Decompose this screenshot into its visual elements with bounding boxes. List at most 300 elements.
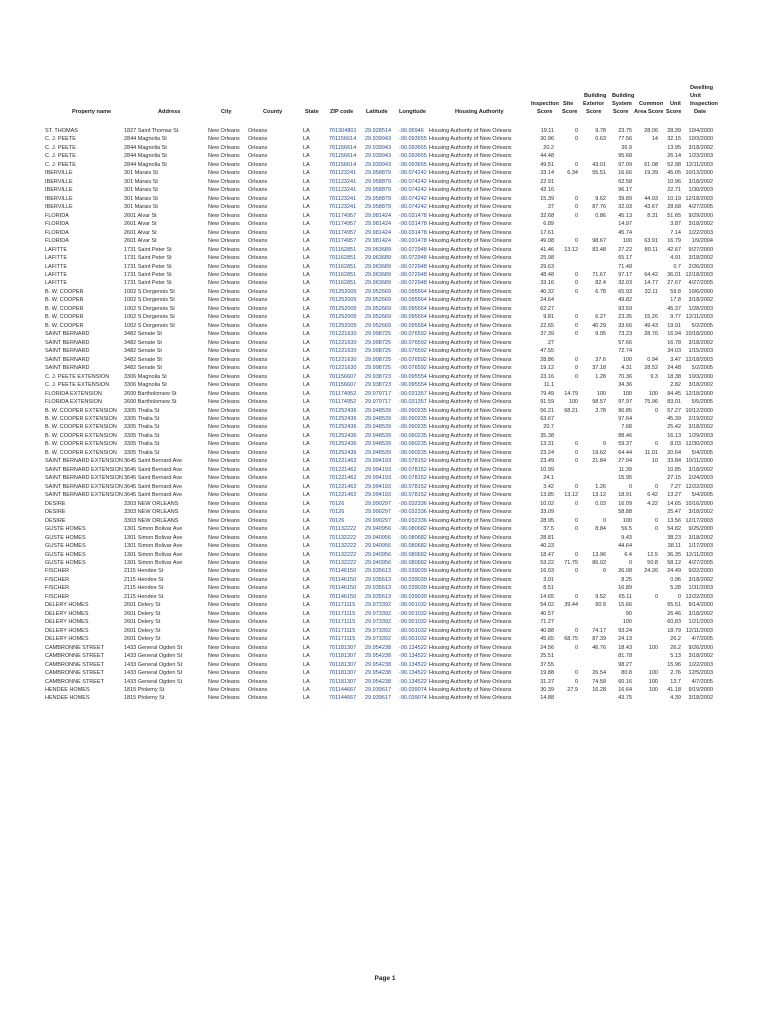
cell-property-name: SAINT BERNARD EXTENSION xyxy=(45,458,123,465)
cell-inspection-date: 10/3/2000 xyxy=(688,373,713,380)
cell-city: New Orleans xyxy=(208,475,240,482)
cell-county: Orleans xyxy=(248,212,268,219)
cell-inspection-score: 10.02 xyxy=(540,500,554,507)
cell-longitude: -90.080682 xyxy=(399,559,427,566)
cell-county: Orleans xyxy=(248,271,268,278)
table-row xyxy=(0,534,770,542)
cell-state: LA xyxy=(303,687,310,694)
cell-property-name: FLORIDA xyxy=(45,212,69,219)
cell-site-score: 0 xyxy=(574,322,578,329)
cell-unit-score: 16.78 xyxy=(667,339,681,346)
cell-system-score: 80.8 xyxy=(621,670,632,677)
cell-address: 2844 Magnolia St xyxy=(124,144,167,151)
cell-county: Orleans xyxy=(248,619,268,626)
cell-zip-code: 701221630 xyxy=(329,365,357,372)
cell-inspection-score: 8.51 xyxy=(543,585,554,592)
cell-site-score: 0 xyxy=(574,526,578,533)
cell-zip-code: 701156614 xyxy=(329,153,357,160)
cell-latitude: 29.963689 xyxy=(365,271,391,278)
cell-housing-authority: Housing Authority of New Orleans xyxy=(429,483,512,490)
cell-longitude: -90.090235 xyxy=(399,441,427,448)
cell-zip-code: 701123241 xyxy=(329,195,357,202)
cell-system-score: 27.22 xyxy=(618,246,632,253)
cell-latitude: 29.990297 xyxy=(365,517,391,524)
cell-common-area-score: 32.11 xyxy=(644,288,658,295)
cell-longitude: -90.032336 xyxy=(399,500,427,507)
cell-longitude: -90.072948 xyxy=(399,246,427,253)
cell-county: Orleans xyxy=(248,373,268,380)
cell-county: Orleans xyxy=(248,331,268,338)
cell-unit-score: 26.2 xyxy=(670,636,681,643)
cell-zip-code: 701162851 xyxy=(329,280,357,287)
cell-state: LA xyxy=(303,441,310,448)
table-row xyxy=(0,584,770,592)
cell-address: 3482 Senate St xyxy=(124,356,162,363)
cell-inspection-date: 1/29/2003 xyxy=(688,432,713,439)
cell-unit-score: 59.8 xyxy=(670,288,681,295)
cell-address: 2600 Bartholomew St xyxy=(124,390,177,397)
cell-longitude: -90.078152 xyxy=(399,492,427,499)
cell-address: 3306 Magnolia St xyxy=(124,373,167,380)
cell-property-name: C. J. PEETE xyxy=(45,153,76,160)
cell-address: 3303 NEW ORLEANS xyxy=(124,509,179,516)
cell-inspection-score: 47.55 xyxy=(540,348,554,355)
cell-system-score: 81.78 xyxy=(618,653,632,660)
cell-longitude: -90.072948 xyxy=(399,255,427,262)
cell-latitude: 29.948539 xyxy=(365,432,391,439)
cell-latitude: 29.952669 xyxy=(365,297,391,304)
cell-zip-code: 701123241 xyxy=(329,204,357,211)
cell-property-name: IBERVILLE xyxy=(45,178,73,185)
cell-city: New Orleans xyxy=(208,187,240,194)
cell-county: Orleans xyxy=(248,627,268,634)
cell-longitude: -90.076592 xyxy=(399,331,427,338)
cell-zip-code: 701252005 xyxy=(329,288,357,295)
cell-exterior-score: 3.78 xyxy=(595,407,606,414)
cell-address: 3482 Senate St xyxy=(124,331,162,338)
cell-zip-code: 701174952 xyxy=(329,390,357,397)
cell-system-score: 97.09 xyxy=(618,161,632,168)
cell-longitude: -90.134522 xyxy=(399,678,427,685)
cell-unit-score: 34.03 xyxy=(667,348,681,355)
cell-state: LA xyxy=(303,610,310,617)
cell-county: Orleans xyxy=(248,322,268,329)
cell-longitude: -90.039039 xyxy=(399,585,427,592)
cell-city: New Orleans xyxy=(208,483,240,490)
cell-inspection-score: 49.08 xyxy=(540,238,554,245)
table-row xyxy=(0,203,770,211)
cell-state: LA xyxy=(303,390,310,397)
cell-unit-score: 10.85 xyxy=(667,466,681,473)
cell-address: 1433 General Ogden St xyxy=(124,661,183,668)
cell-zip-code: 701132222 xyxy=(329,543,357,550)
cell-exterior-score: 8.84 xyxy=(595,526,606,533)
cell-state: LA xyxy=(303,543,310,550)
cell-state: LA xyxy=(303,263,310,270)
cell-address: 3305 Thalia St xyxy=(124,407,160,414)
cell-inspection-score: 37 xyxy=(547,204,554,211)
cell-inspection-score: 62.27 xyxy=(540,305,554,312)
cell-inspection-date: 1/17/2003 xyxy=(688,543,713,550)
cell-housing-authority: Housing Authority of New Orleans xyxy=(429,432,512,439)
cell-address: 1002 S Dorgenois St xyxy=(124,322,175,329)
cell-city: New Orleans xyxy=(208,576,240,583)
cell-state: LA xyxy=(303,627,310,634)
cell-longitude: -90.093655 xyxy=(399,136,427,143)
cell-property-name: FISCHER xyxy=(45,576,70,583)
cell-latitude: 29.948539 xyxy=(365,424,391,431)
cell-site-score: 68.21 xyxy=(564,407,578,414)
cell-inspection-score: 71.27 xyxy=(540,619,554,626)
cell-inspection-score: 37.55 xyxy=(540,661,554,668)
cell-county: Orleans xyxy=(248,509,268,516)
cell-common-area-score: 10 xyxy=(651,458,658,465)
cell-property-name: FISCHER xyxy=(45,568,70,575)
cell-housing-authority: Housing Authority of New Orleans xyxy=(429,314,512,321)
cell-property-name: FLORIDA xyxy=(45,229,69,236)
cell-state: LA xyxy=(303,229,310,236)
cell-address: 301 Marais St xyxy=(124,170,158,177)
cell-address: 1002 S Dorgenois St xyxy=(124,314,175,321)
cell-site-score: 0 xyxy=(574,195,578,202)
cell-inspection-score: 19.11 xyxy=(540,128,554,134)
cell-longitude: -90.031357 xyxy=(399,399,427,406)
cell-common-area-score: 24.26 xyxy=(644,568,658,575)
cell-inspection-score: 23.24 xyxy=(540,449,554,456)
cell-county: Orleans xyxy=(248,229,268,236)
table-row xyxy=(0,339,770,347)
cell-state: LA xyxy=(303,670,310,677)
cell-inspection-score: 15.39 xyxy=(540,195,554,202)
cell-inspection-score: 49.51 xyxy=(540,161,554,168)
cell-property-name: FLORIDA xyxy=(45,238,69,245)
cell-address: 1433 General Ogden St xyxy=(124,644,183,651)
cell-common-area-score: 19.39 xyxy=(644,170,658,177)
cell-longitude: -90.039074 xyxy=(399,687,427,694)
cell-unit-score: 45.39 xyxy=(667,415,681,422)
cell-system-score: 100 xyxy=(622,356,632,363)
cell-inspection-date: 3/18/2002 xyxy=(688,297,713,304)
cell-common-area-score: 14.77 xyxy=(644,280,658,287)
cell-site-score: 6.34 xyxy=(567,170,578,177)
cell-state: LA xyxy=(303,212,310,219)
cell-exterior-score: 0 xyxy=(602,441,606,448)
cell-common-area-score: 12.5 xyxy=(647,551,658,558)
cell-inspection-score: 40.23 xyxy=(540,543,554,550)
cell-exterior-score: 13.96 xyxy=(592,551,606,558)
cell-housing-authority: Housing Authority of New Orleans xyxy=(429,585,512,592)
cell-longitude: -90.074242 xyxy=(399,187,427,194)
cell-city: New Orleans xyxy=(208,229,240,236)
cell-state: LA xyxy=(303,221,310,228)
table-row xyxy=(0,271,770,279)
cell-unit-score: 28.39 xyxy=(667,128,681,134)
cell-system-score: 60.16 xyxy=(618,678,632,685)
cell-zip-code: 701156607 xyxy=(329,373,357,380)
cell-unit-score: 83.01 xyxy=(667,399,681,406)
cell-address: 2600 Bartholomew St xyxy=(124,399,177,406)
cell-county: Orleans xyxy=(248,670,268,677)
cell-state: LA xyxy=(303,432,310,439)
cell-unit-score: 36.01 xyxy=(667,271,681,278)
cell-system-score: 100 xyxy=(622,517,632,524)
cell-system-score: 64.44 xyxy=(618,449,632,456)
cell-inspection-date: 10/4/2000 xyxy=(688,128,713,134)
cell-city: New Orleans xyxy=(208,305,240,312)
cell-inspection-date: 3/18/2002 xyxy=(688,509,713,516)
cell-property-name: B. W. COOPER xyxy=(45,314,84,321)
cell-city: New Orleans xyxy=(208,551,240,558)
cell-zip-code: 701146150 xyxy=(329,585,357,592)
cell-site-score: 0 xyxy=(574,449,578,456)
cell-housing-authority: Housing Authority of New Orleans xyxy=(429,263,512,270)
cell-common-area-score: 100 xyxy=(648,678,658,685)
cell-longitude: -90.072948 xyxy=(399,271,427,278)
cell-state: LA xyxy=(303,534,310,541)
cell-unit-score: 20.64 xyxy=(667,449,681,456)
cell-address: 2601 Alvar St xyxy=(124,229,157,236)
table-row xyxy=(0,542,770,550)
cell-system-score: 98.27 xyxy=(618,661,632,668)
cell-inspection-date: 3/18/2002 xyxy=(688,576,713,583)
cell-property-name: B. W. COOPER EXTENSION xyxy=(45,415,117,422)
cell-latitude: 29.973392 xyxy=(365,627,391,634)
cell-unit-score: 13.27 xyxy=(667,492,681,499)
cell-latitude: 29.952669 xyxy=(365,288,391,295)
cell-housing-authority: Housing Authority of New Orleans xyxy=(429,619,512,626)
cell-longitude: -90.134522 xyxy=(399,661,427,668)
cell-unit-score: 5.28 xyxy=(670,585,681,592)
cell-zip-code: 701132222 xyxy=(329,526,357,533)
cell-property-name: B. W. COOPER EXTENSION xyxy=(45,407,117,414)
cell-site-score: 0 xyxy=(574,627,578,634)
cell-inspection-date: 12/17/2003 xyxy=(685,517,713,524)
cell-inspection-date: 9/19/2000 xyxy=(688,687,713,694)
cell-inspection-date: 12/18/2003 xyxy=(685,195,713,202)
cell-common-area-score: 14 xyxy=(651,136,658,143)
cell-inspection-date: 12/11/2003 xyxy=(685,314,713,321)
cell-zip-code: 701162851 xyxy=(329,263,357,270)
cell-housing-authority: Housing Authority of New Orleans xyxy=(429,153,512,160)
cell-latitude: 29.940956 xyxy=(365,526,391,533)
cell-county: Orleans xyxy=(248,644,268,651)
cell-unit-score: 28.68 xyxy=(667,204,681,211)
cell-property-name: SAINT BERNARD EXTENSION xyxy=(45,483,123,490)
cell-site-score: 0 xyxy=(574,280,578,287)
table-row xyxy=(0,661,770,669)
cell-housing-authority: Housing Authority of New Orleans xyxy=(429,559,512,566)
cell-state: LA xyxy=(303,661,310,668)
cell-city: New Orleans xyxy=(208,415,240,422)
cell-housing-authority: Housing Authority of New Orleans xyxy=(429,348,512,355)
table-row xyxy=(0,135,770,143)
cell-county: Orleans xyxy=(248,382,268,389)
cell-housing-authority: Housing Authority of New Orleans xyxy=(429,246,512,253)
cell-city: New Orleans xyxy=(208,534,240,541)
table-row xyxy=(0,407,770,415)
cell-longitude: -90.001032 xyxy=(399,619,427,626)
cell-county: Orleans xyxy=(248,161,268,168)
cell-common-area-score: 63.91 xyxy=(644,238,658,245)
cell-longitude: -90.095564 xyxy=(399,297,427,304)
table-row xyxy=(0,364,770,372)
cell-inspection-score: 20.2 xyxy=(543,144,554,151)
cell-city: New Orleans xyxy=(208,297,240,304)
cell-longitude: -90.095554 xyxy=(399,373,427,380)
cell-address: 1433 General Ogden St xyxy=(124,678,183,685)
cell-inspection-date: 2/19/2002 xyxy=(688,415,713,422)
cell-system-score: 15.95 xyxy=(618,475,632,482)
cell-zip-code: 701171115 xyxy=(329,627,356,634)
cell-property-name: C. J. PEETE EXTENSION xyxy=(45,373,110,380)
cell-zip-code: 701171115 xyxy=(329,610,356,617)
cell-state: LA xyxy=(303,619,310,626)
cell-housing-authority: Housing Authority of New Orleans xyxy=(429,407,512,414)
cell-inspection-score: 45.65 xyxy=(540,636,554,643)
cell-state: LA xyxy=(303,365,310,372)
table-row xyxy=(0,618,770,626)
cell-latitude: 29.938723 xyxy=(365,382,391,389)
cell-city: New Orleans xyxy=(208,559,240,566)
cell-state: LA xyxy=(303,559,310,566)
table-row xyxy=(0,305,770,313)
header-housing-authority: Housing Authority xyxy=(455,109,504,115)
cell-address: 301 Marais St xyxy=(124,195,158,202)
cell-county: Orleans xyxy=(248,204,268,211)
cell-zip-code: 701181307 xyxy=(329,653,357,660)
cell-address: 3305 Thalia St xyxy=(124,449,160,456)
cell-zip-code: 701174957 xyxy=(329,212,357,219)
header-unit-score: Score xyxy=(666,109,682,115)
cell-system-score: 11.39 xyxy=(618,466,632,473)
cell-state: LA xyxy=(303,551,310,558)
cell-unit-score: 19.01 xyxy=(667,322,681,329)
cell-inspection-date: 5/4/2005 xyxy=(691,449,713,456)
header-inspection-score: Score xyxy=(537,109,553,115)
table-row xyxy=(0,610,770,618)
cell-site-score: 39.44 xyxy=(564,602,578,609)
cell-inspection-score: 6.89 xyxy=(543,221,554,228)
cell-unit-score: 42.67 xyxy=(667,246,681,253)
cell-system-score: 23.35 xyxy=(618,314,632,321)
cell-longitude: -90.001032 xyxy=(399,627,427,634)
cell-longitude: -90.095564 xyxy=(399,305,427,312)
cell-address: 1731 Saint Peter St xyxy=(124,246,172,253)
cell-unit-score: 25.47 xyxy=(667,509,681,516)
cell-system-score: 34.36 xyxy=(618,382,632,389)
cell-system-score: 73.23 xyxy=(618,331,632,338)
cell-inspection-score: 29.63 xyxy=(540,263,554,270)
cell-common-area-score: 28.52 xyxy=(644,365,658,372)
cell-state: LA xyxy=(303,526,310,533)
cell-address: 2601 Alvar St xyxy=(124,238,157,245)
cell-longitude: -90.078152 xyxy=(399,475,427,482)
cell-state: LA xyxy=(303,415,310,422)
cell-exterior-score: 6.78 xyxy=(595,288,606,295)
cell-system-score: 71.48 xyxy=(618,263,632,270)
cell-address: 3645 Saint Bernard Ave xyxy=(124,475,182,482)
cell-housing-authority: Housing Authority of New Orleans xyxy=(429,551,512,558)
cell-latitude: 29.998725 xyxy=(365,331,391,338)
cell-system-score: 57.66 xyxy=(618,339,632,346)
cell-inspection-date: 3/18/2002 xyxy=(688,653,713,660)
cell-system-score: 9.43 xyxy=(621,534,632,541)
cell-inspection-date: 3/18/2002 xyxy=(688,144,713,151)
cell-address: 1827 Saint Thomas St xyxy=(124,128,179,134)
cell-housing-authority: Housing Authority of New Orleans xyxy=(429,212,512,219)
cell-system-score: 18.91 xyxy=(618,492,632,499)
cell-unit-score: 7.27 xyxy=(670,483,681,490)
header-address: Address xyxy=(158,109,181,115)
table-row xyxy=(0,254,770,262)
cell-latitude: 29.958879 xyxy=(365,204,391,211)
cell-longitude: -90.039039 xyxy=(399,593,427,600)
cell-address: 2115 Hendee St xyxy=(124,593,164,600)
cell-longitude: -90.134522 xyxy=(399,670,427,677)
cell-address: 1433 General Ogden St xyxy=(124,653,183,660)
cell-housing-authority: Housing Authority of New Orleans xyxy=(429,356,512,363)
cell-county: Orleans xyxy=(248,136,268,143)
cell-inspection-date: 5/5/2005 xyxy=(691,399,713,406)
cell-city: New Orleans xyxy=(208,153,240,160)
cell-site-score: 0 xyxy=(574,593,578,600)
cell-system-score: 16.66 xyxy=(618,170,632,177)
cell-inspection-date: 9/22/2000 xyxy=(688,568,713,575)
cell-city: New Orleans xyxy=(208,687,240,694)
cell-system-score: 16.09 xyxy=(618,500,632,507)
cell-system-score: 26.08 xyxy=(618,568,632,575)
cell-housing-authority: Housing Authority of New Orleans xyxy=(429,280,512,287)
cell-county: Orleans xyxy=(248,475,268,482)
cell-latitude: 29.954238 xyxy=(365,653,391,660)
cell-exterior-score: 98.57 xyxy=(592,399,606,406)
cell-longitude: -90.095564 xyxy=(399,322,427,329)
cell-city: New Orleans xyxy=(208,526,240,533)
cell-latitude: 29.958879 xyxy=(365,178,391,185)
cell-property-name: GUSTE HOMES xyxy=(45,526,86,533)
cell-inspection-score: 48.48 xyxy=(540,271,554,278)
cell-address: 1301 Simon Bolivar Ave xyxy=(124,559,183,566)
table-row xyxy=(0,229,770,237)
cell-latitude: 29.958879 xyxy=(365,195,391,202)
cell-unit-score: 26.46 xyxy=(667,610,681,617)
cell-system-score: 16.64 xyxy=(618,687,632,694)
cell-zip-code: 701304801 xyxy=(329,128,357,134)
cell-inspection-date: 1/15/2003 xyxy=(688,348,713,355)
cell-city: New Orleans xyxy=(208,610,240,617)
cell-state: LA xyxy=(303,238,310,245)
table-row xyxy=(0,330,770,338)
cell-unit-score: 3.87 xyxy=(670,221,681,228)
cell-latitude: 29.990297 xyxy=(365,509,391,516)
cell-exterior-score: 1.28 xyxy=(595,373,606,380)
cell-state: LA xyxy=(303,280,310,287)
cell-system-score: 0 xyxy=(628,483,632,490)
cell-zip-code: 701221462 xyxy=(329,492,357,499)
cell-housing-authority: Housing Authority of New Orleans xyxy=(429,678,512,685)
cell-city: New Orleans xyxy=(208,441,240,448)
cell-system-score: 23.75 xyxy=(618,128,632,134)
cell-inspection-date: 10/16/2000 xyxy=(685,500,713,507)
cell-city: New Orleans xyxy=(208,627,240,634)
cell-latitude: 29.939943 xyxy=(365,136,391,143)
table-row xyxy=(0,567,770,575)
cell-state: LA xyxy=(303,424,310,431)
cell-county: Orleans xyxy=(248,390,268,397)
cell-housing-authority: Housing Authority of New Orleans xyxy=(429,238,512,245)
cell-housing-authority: Housing Authority of New Orleans xyxy=(429,144,512,151)
cell-housing-authority: Housing Authority of New Orleans xyxy=(429,331,512,338)
